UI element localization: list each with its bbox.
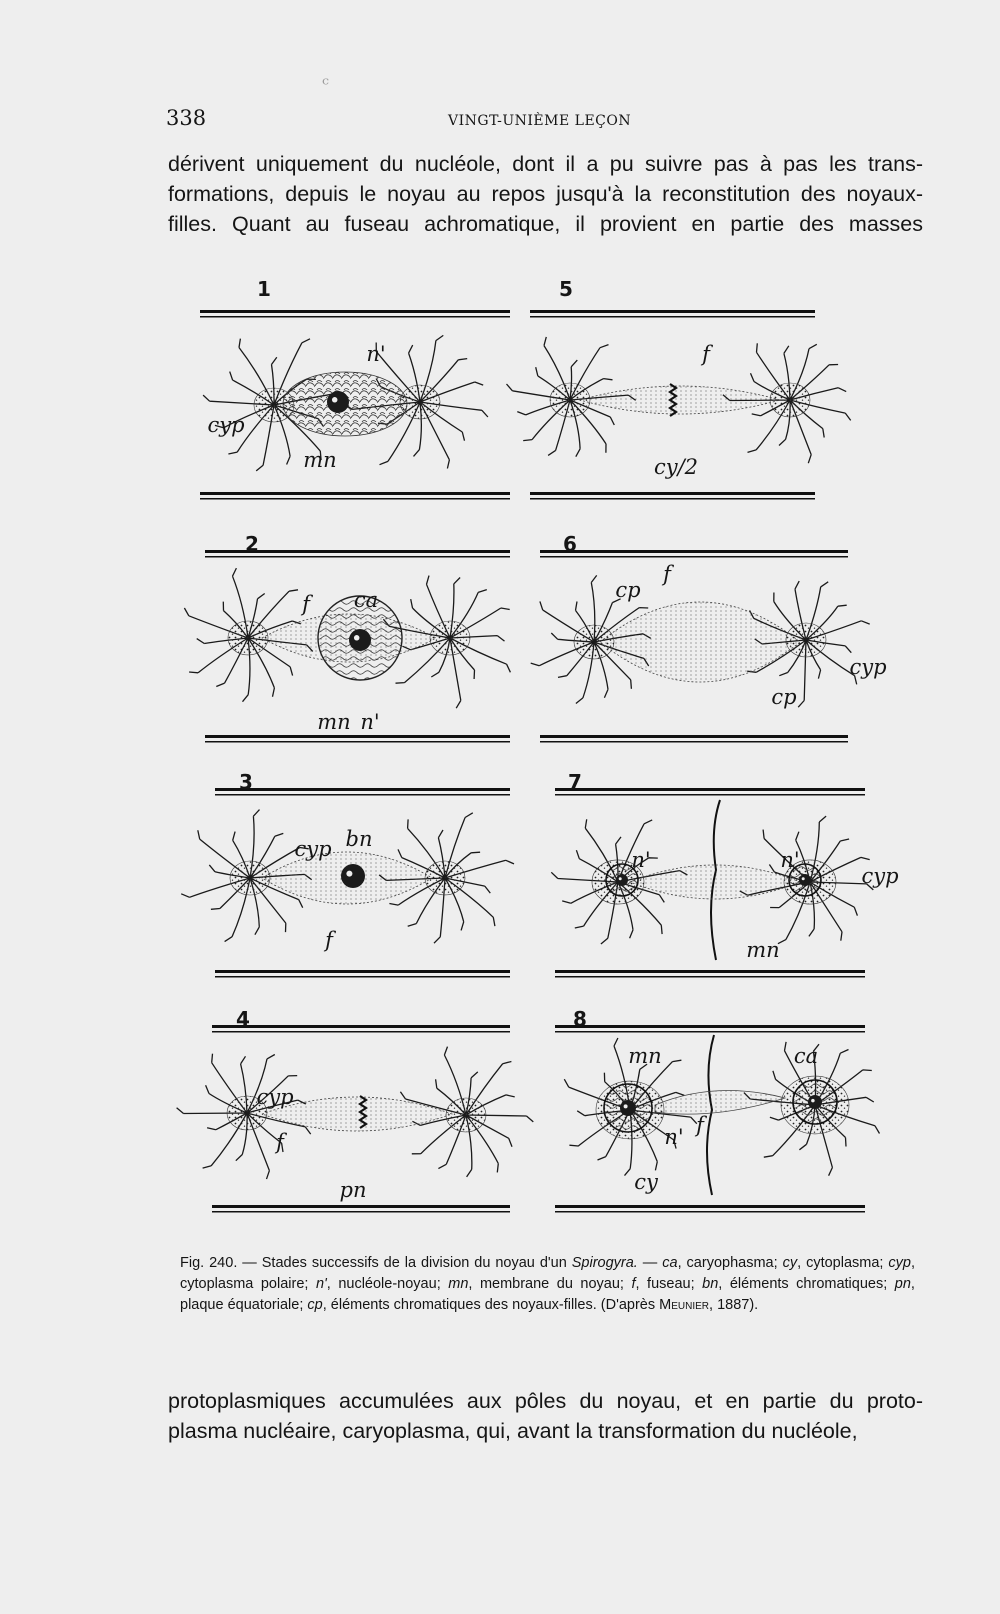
figure-caption: Fig. 240. — Stades successifs de la division du noyau d'un Spirogyra. — ca, caryophasma; cy, cytoplasma; cyp, cytoplasma polaire; n', nucléole-noyau; mn, membrane du noyau; f, fuseau; bn, éléments chromatiques; pn, plaque équatoriale; cp, éléments chromatiques des noyaux-filles. (D'après Meunier, 1887). [180,1255,915,1313]
label-f: f [276,1130,284,1154]
running-head: VINGT-UNIÈME LEÇON [448,113,632,129]
text-line: protoplasmiques accumulées aux pôles du noyau, et en partie du proto- [168,1389,923,1413]
spindle [580,386,780,414]
cell-wall-line [540,741,848,743]
text-line: filles. Quant au fuseau achromatique, il provient en partie des masses [168,212,923,236]
cell-wall-line [200,316,510,318]
nucleolus-highlight [811,1099,815,1103]
text-line: formations, depuis le noyau au repos jusqu'à la reconstitution des noyaux- [168,182,923,206]
label-cyp: cyp [256,1085,294,1109]
cell-wall-line [555,794,865,796]
cell-wall-line [530,310,815,313]
nucleolus-highlight [346,871,352,877]
caption-abbr: n' [315,1276,327,1292]
cell-wall-line [555,788,865,791]
cell-wall-line [555,970,865,973]
figure-drawing [0,270,1000,1250]
caption-dash: — [237,1255,262,1271]
label-f: f [696,1113,704,1137]
cell-wall-line [555,1025,865,1028]
cell-wall-line [205,735,510,738]
label-n-prime: n' [366,342,386,366]
label-cyp: cyp [294,837,332,861]
cell-wall-line [530,316,815,318]
label-mn: mn [746,938,780,962]
text-line: dérivent uniquement du nucléole, dont il a pu suivre pas à pas les trans- [168,152,923,176]
label-cyp: cyp [207,413,245,437]
caption-desc: éléments chromatiques des noyaux-filles [330,1297,593,1313]
caption-source-prefix: (D'après [600,1297,660,1313]
caption-abbr: bn [702,1276,719,1292]
cell-wall-line [540,556,848,558]
caption-abbr: cyp [888,1255,911,1271]
label-cy: cy [634,1170,658,1194]
label-mn: mn [628,1044,662,1068]
cell-wall-line [555,976,865,978]
label-cp: cp [771,685,797,709]
label-n-prime: n' [631,848,651,872]
nucleolus [616,874,628,886]
nucleolus-highlight [619,877,622,880]
caption-source-author: Meunier [659,1297,710,1313]
caption-source-suffix: , 1887). [709,1297,759,1313]
cell-wall-line [212,1211,510,1213]
caption-abbr: cy [782,1255,798,1271]
label-ca: ca [353,588,379,612]
label-f: f [325,928,333,952]
cell-wall-line [205,556,510,558]
stage-number-7: 7 [568,770,582,794]
label-mn: mn [303,448,337,472]
caption-desc: fuseau [647,1276,691,1292]
cell-wall-line [212,1205,510,1208]
nucleolus [808,1095,822,1109]
nucleolus-highlight [802,877,805,880]
caption-desc: caryophasma [686,1255,774,1271]
cell-wall-line [530,498,815,500]
caption-desc: nucléole-noyau [338,1276,437,1292]
figure-number: Fig. 240. [180,1255,238,1271]
caption-intro: Stades successifs de la division du noyau d'un [261,1255,572,1271]
label-n-prime: n' [780,848,800,872]
page-header [166,106,726,136]
stage-number-2: 2 [245,532,259,556]
body-paragraph-bottom [168,1386,923,1446]
label-f: f [702,342,710,366]
nucleolus-highlight [354,635,360,641]
stage-number-4: 4 [236,1007,250,1031]
caption-desc: cytoplasma [806,1255,880,1271]
caption-desc: éléments chromatiques [729,1276,884,1292]
caption-abbr: ca [662,1255,678,1271]
label-n-prime: n' [360,710,380,734]
cell-wall-line [205,741,510,743]
cell-wall-line [212,1025,510,1028]
cell-wall-line [555,1205,865,1208]
cell-wall-line [212,1031,510,1033]
caption-abbr: cp [307,1297,323,1313]
pencil-mark: ᶜ [322,72,329,96]
nucleolus [799,874,811,886]
nucleolus [349,629,371,651]
cell-plate [707,1035,714,1195]
cell-wall-line [215,794,510,796]
cell-wall-line [200,492,510,495]
caption-desc: membrane du noyau [479,1276,620,1292]
label-pn: pn [339,1178,367,1202]
label-bn: bn [345,827,373,851]
text-line: plasma nucléaire, caryoplasma, qui, avant la transformation du nucléole, [168,1419,858,1443]
label-f: f [663,562,671,586]
chromatic-elements [341,864,365,888]
cell-wall-line [540,550,848,553]
label-cyp: cyp [849,655,887,679]
caption-desc: plaque équatoriale [180,1297,300,1313]
cell-wall-line [540,735,848,738]
label-cyp: cyp [861,864,899,888]
cell-wall-line [215,970,510,973]
cell-wall-line [555,1031,865,1033]
caption-abbr: f [631,1276,636,1292]
label-cy-half: cy/2 [653,455,699,479]
cell-wall-line [200,310,510,313]
label-n-prime: n' [664,1125,684,1149]
page-number: 338 [166,106,207,130]
nucleolus-highlight [624,1104,628,1108]
caption-genus: Spirogyra. [571,1255,638,1271]
nucleolus [327,391,349,413]
stage-number-1: 1 [257,277,271,301]
body-paragraph-top [168,149,923,239]
stage-number-8: 8 [573,1007,587,1031]
cell-wall-line [200,498,510,500]
cell-wall-line [215,976,510,978]
nucleolus-highlight [332,397,338,403]
caption-abbr: pn [894,1276,911,1292]
figure-240 [0,270,1000,1250]
stage-number-6: 6 [563,532,577,556]
label-f: f [302,592,310,616]
caption-abbr: mn [448,1276,469,1292]
stage-number-5: 5 [559,277,573,301]
label-cp: cp [615,578,641,602]
polar-cytoplasm [446,1098,486,1132]
label-ca: ca [793,1044,819,1068]
cell-wall-line [215,788,510,791]
cell-wall-line [555,1211,865,1213]
nucleolus [620,1100,636,1116]
cell-wall-line [530,492,815,495]
connecting-fibers [655,1090,785,1114]
stage-number-3: 3 [239,770,253,794]
label-mn: mn [317,710,351,734]
caption-desc: cytoplasma polaire [180,1276,305,1292]
